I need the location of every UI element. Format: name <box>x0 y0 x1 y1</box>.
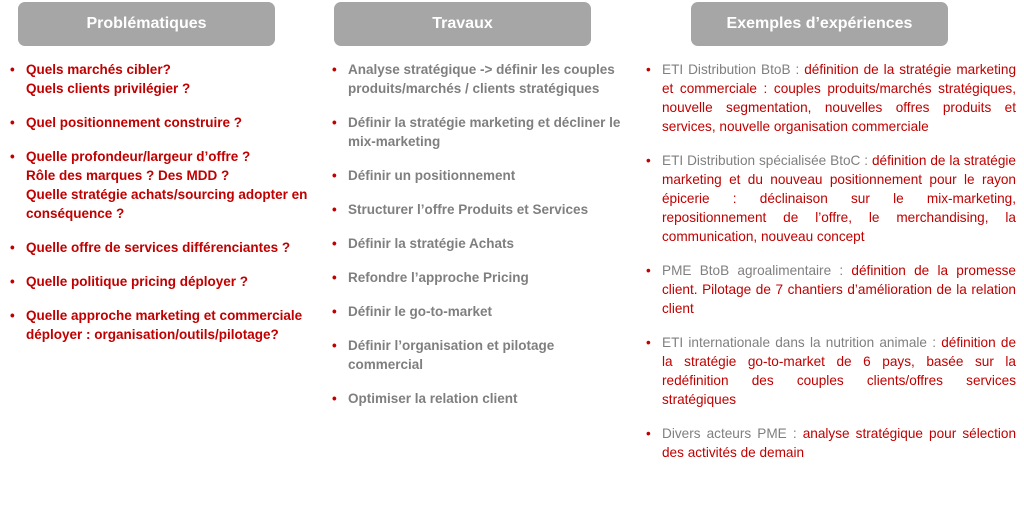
bullet-icon: • <box>10 274 15 289</box>
bullet-icon: • <box>10 149 15 164</box>
exemples-list <box>646 60 1016 462</box>
bullet-icon: • <box>646 62 651 77</box>
exemple-item <box>646 60 1016 136</box>
header-problematiques <box>18 2 275 46</box>
travaux-item <box>332 336 622 374</box>
bullet-icon: • <box>332 270 337 285</box>
header-travaux-label: Travaux <box>432 15 493 32</box>
bullet-icon: • <box>332 115 337 130</box>
problematique-item <box>10 113 310 132</box>
travaux-column <box>332 60 622 423</box>
bullet-icon: • <box>646 426 651 441</box>
header-travaux <box>334 2 591 46</box>
exemple-description: définition de la stratégie marketing et du nouveau positionnement pour le rayon épicerie : déclinaison sur le mix-marketing, repositionnement de l’offre, le merchandising, la communication, nouveau concept <box>662 153 1016 244</box>
bullet-icon: • <box>646 263 651 278</box>
exemple-item <box>646 424 1016 462</box>
bullet-icon: • <box>646 335 651 350</box>
exemple-description: définition de la stratégie marketing et commerciale : couples produits/marchés stratégiques, nouvelle segmentation, nouvelles offres produits et services, nouvelle organisation commerciale <box>662 62 1017 134</box>
problematique-line: Quelle offre de services différenciantes ? <box>26 240 291 255</box>
travaux-item <box>332 389 622 408</box>
travaux-list <box>332 60 622 408</box>
bullet-icon: • <box>332 236 337 251</box>
problematique-line: Quels marchés cibler? <box>26 62 171 77</box>
exemple-item <box>646 333 1016 409</box>
travaux-text: Optimiser la relation client <box>348 391 518 406</box>
problematique-item <box>10 238 310 257</box>
problematique-line: Quelle politique pricing déployer ? <box>26 274 249 289</box>
travaux-text: Analyse stratégique -> définir les couples produits/marchés / clients stratégiques <box>348 62 615 96</box>
exemple-description: analyse stratégique pour sélection des activités de demain <box>662 426 1017 460</box>
bullet-icon: • <box>332 338 337 353</box>
exemple-org: ETI Distribution BtoB : <box>662 62 805 77</box>
bullet-icon: • <box>10 308 15 323</box>
travaux-text: Définir un positionnement <box>348 168 516 183</box>
problematique-item <box>10 147 310 223</box>
bullet-icon: • <box>332 304 337 319</box>
travaux-text: Définir l’organisation et pilotage commercial <box>348 338 555 372</box>
problematique-line: Quelle approche marketing et commerciale déployer : organisation/outils/pilotage? <box>26 308 303 342</box>
header-exemples-label: Exemples d’expériences <box>726 15 913 32</box>
travaux-text: Structurer l’offre Produits et Services <box>348 202 589 217</box>
travaux-text: Définir la stratégie marketing et décliner le mix-marketing <box>348 115 621 149</box>
header-problematiques-label: Problématiques <box>86 15 207 32</box>
problematique-line: Quel positionnement construire ? <box>26 115 243 130</box>
problematique-item <box>10 306 310 344</box>
travaux-item <box>332 113 622 151</box>
bullet-icon: • <box>10 115 15 130</box>
travaux-item <box>332 200 622 219</box>
problematique-line: Quels clients privilégier ? <box>26 81 191 96</box>
exemple-description: définition de la promesse client. Pilotage de 7 chantiers d’amélioration de la relation client <box>662 263 1016 316</box>
travaux-text: Définir la stratégie Achats <box>348 236 515 251</box>
exemple-org: Divers acteurs PME : <box>662 426 803 441</box>
travaux-text: Refondre l’approche Pricing <box>348 270 529 285</box>
problematiques-column <box>10 60 310 359</box>
problematique-line: Quelle profondeur/largeur d’offre ? <box>26 149 251 164</box>
header-exemples <box>691 2 948 46</box>
problematique-line: Quelle stratégie achats/sourcing adopter en conséquence ? <box>26 187 308 221</box>
travaux-item <box>332 234 622 253</box>
bullet-icon: • <box>10 240 15 255</box>
travaux-text: Définir le go-to-market <box>348 304 493 319</box>
exemple-description: définition de la stratégie go-to-market de 6 pays, basée sur la redéfinition des couples clients/offres services stratégiques <box>662 335 1017 407</box>
exemple-item <box>646 151 1016 246</box>
exemple-item <box>646 261 1016 318</box>
problematique-item <box>10 272 310 291</box>
exemple-org: PME BtoB agroalimentaire : <box>662 263 852 278</box>
problematique-line: Rôle des marques ? Des MDD ? <box>26 168 230 183</box>
travaux-item <box>332 268 622 287</box>
bullet-icon: • <box>646 153 651 168</box>
travaux-item <box>332 166 622 185</box>
problematique-item <box>10 60 310 98</box>
exemple-org: ETI internationale dans la nutrition animale : <box>662 335 942 350</box>
bullet-icon: • <box>10 62 15 77</box>
problematiques-list <box>10 60 310 344</box>
exemples-column <box>646 60 1016 477</box>
bullet-icon: • <box>332 62 337 77</box>
travaux-item <box>332 60 622 98</box>
exemple-org: ETI Distribution spécialisée BtoC : <box>662 153 872 168</box>
bullet-icon: • <box>332 202 337 217</box>
bullet-icon: • <box>332 391 337 406</box>
bullet-icon: • <box>332 168 337 183</box>
travaux-item <box>332 302 622 321</box>
